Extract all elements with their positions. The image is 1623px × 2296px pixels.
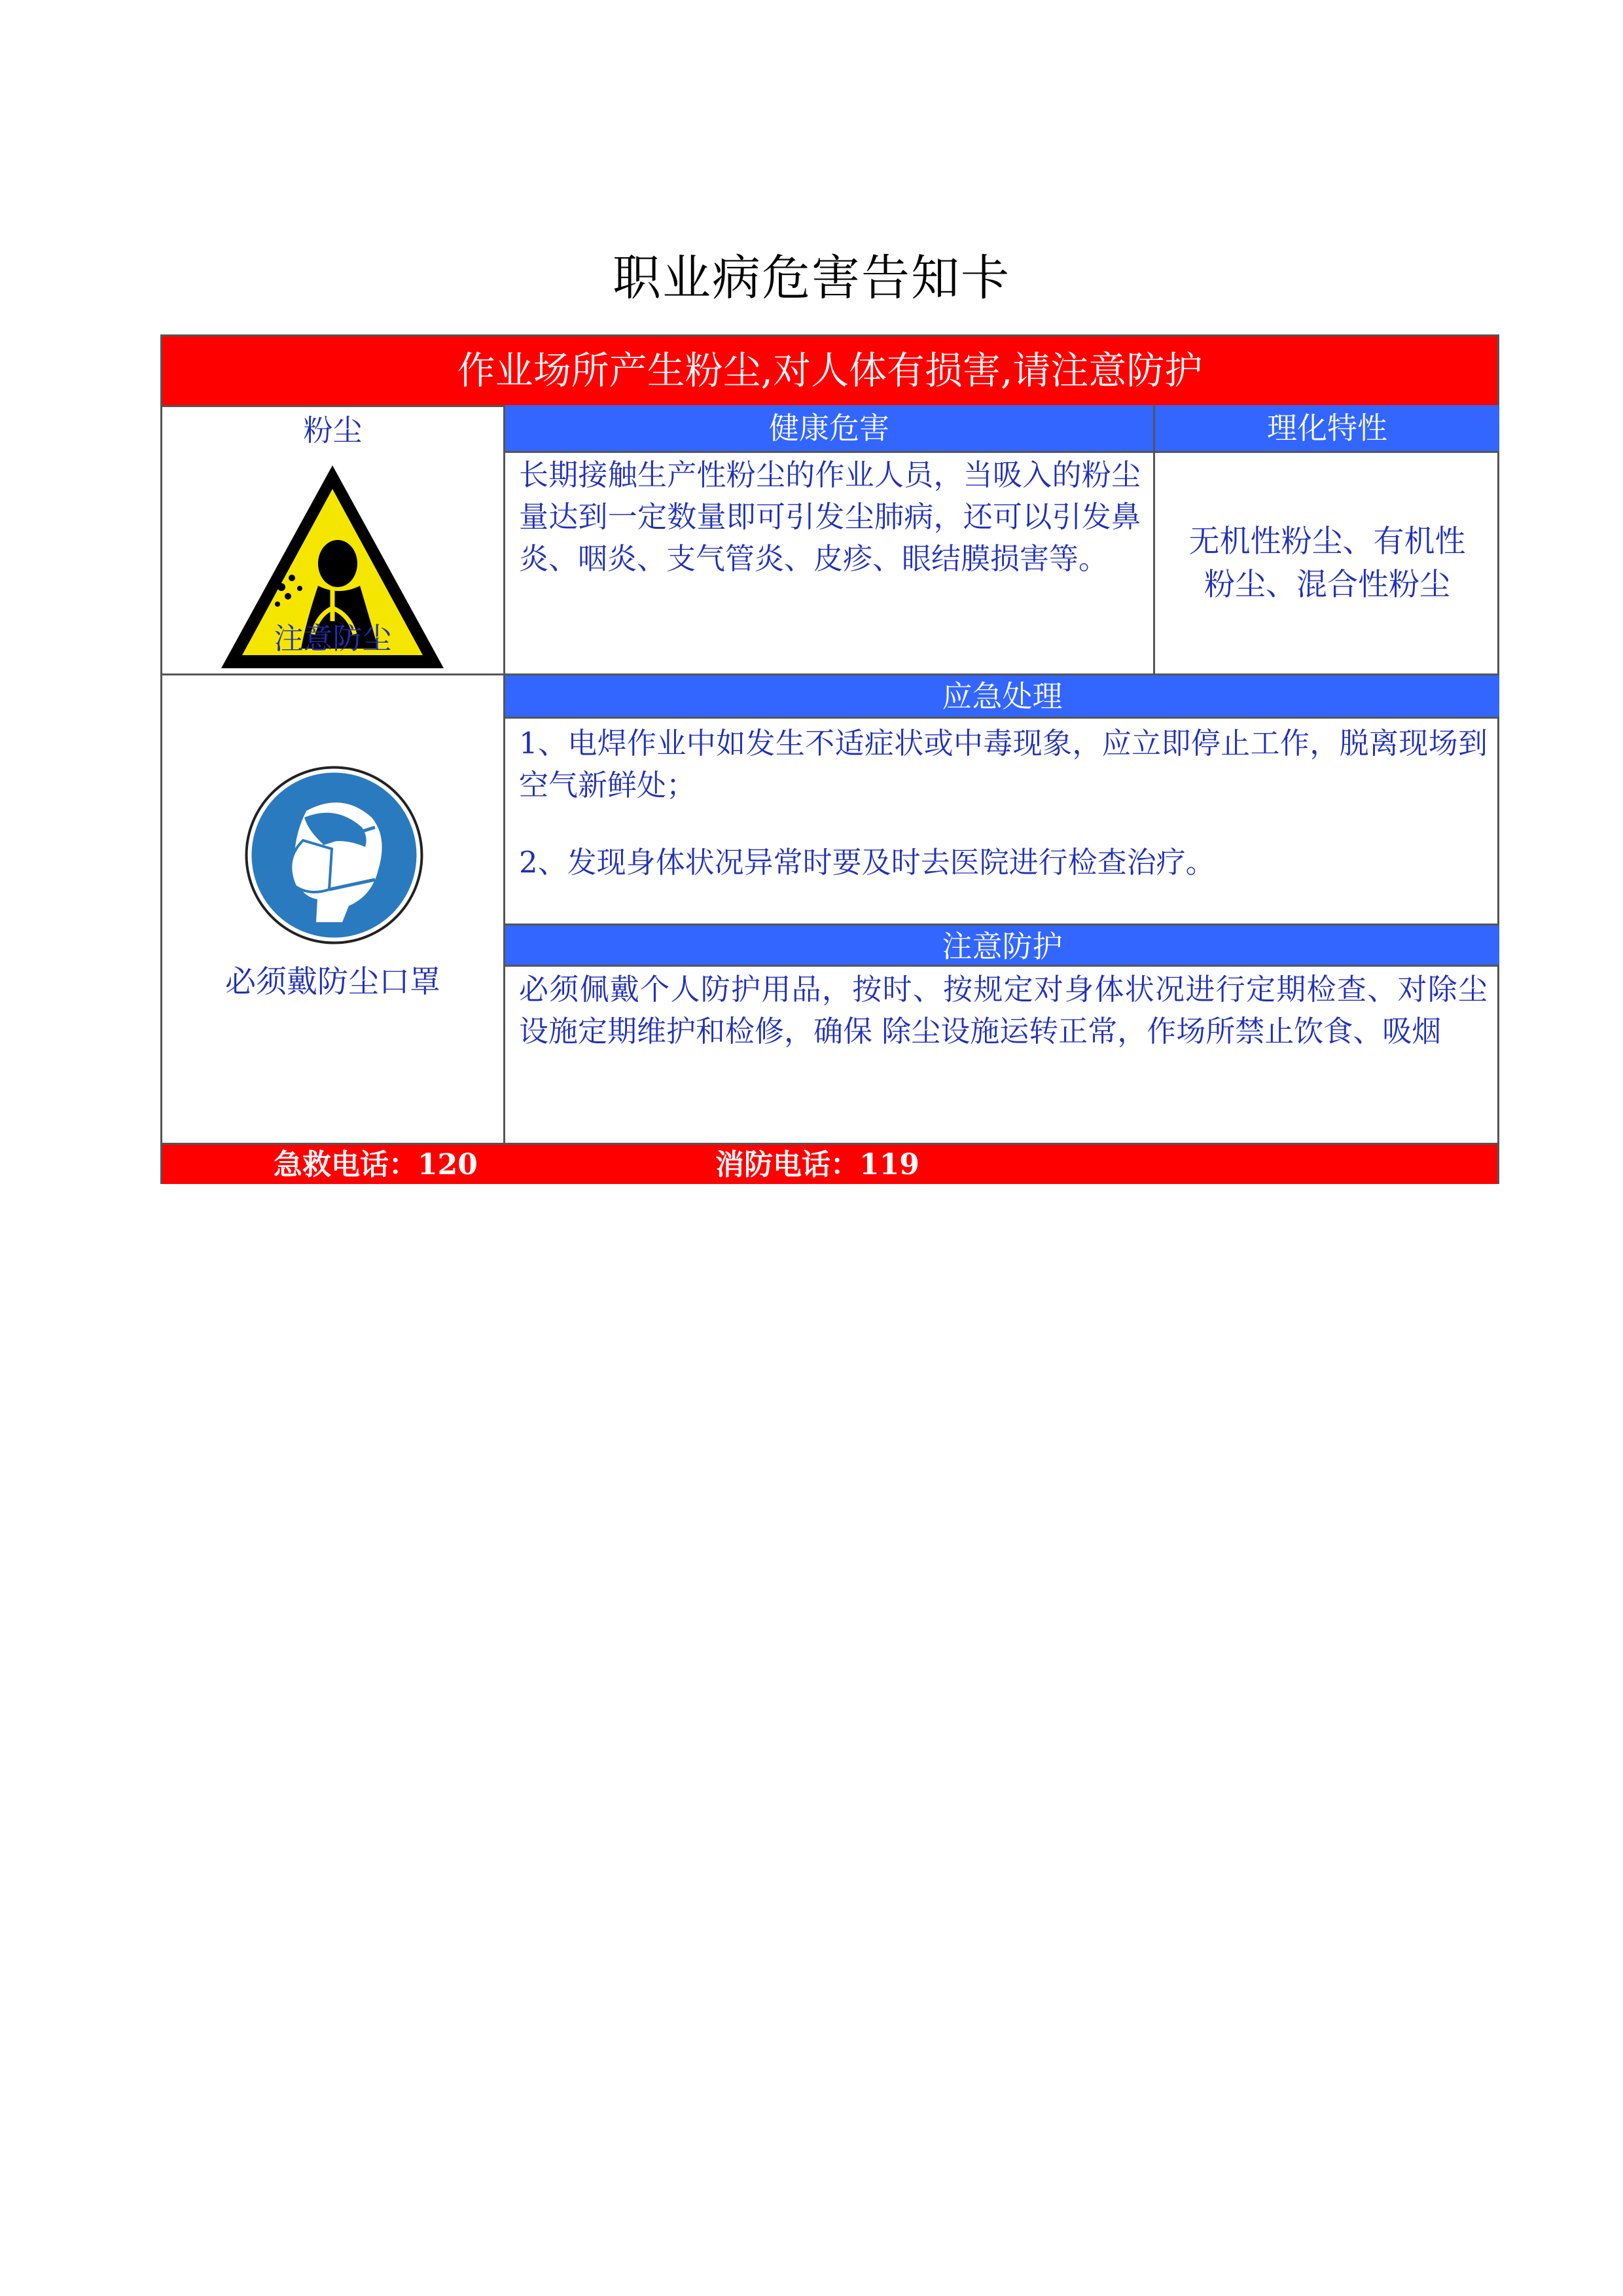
hazard-notice-card bbox=[160, 334, 1499, 1184]
warning-banner: 作业场所产生粉尘,对人体有损害,请注意防护 bbox=[162, 336, 1497, 407]
properties-cell bbox=[1155, 453, 1499, 673]
health-hazard-text: 长期接触生产性粉尘的作业人员，当吸入的粉尘量达到一定数量即可引发尘肺病，还可以引发鼻炎、咽炎、支气管炎、皮疹、眼结膜损害等。 bbox=[519, 457, 1141, 576]
first-aid-phone: 急救电话：120 bbox=[274, 1148, 478, 1181]
properties-text: 无机性粉尘、有机性粉尘、混合性粉尘 bbox=[1188, 523, 1466, 603]
health-hazard-header: 健康危害 bbox=[505, 405, 1153, 453]
protection-text: 必须佩戴个人防护用品，按时、按规定对身体状况进行定期检查、对除尘设施定期维护和检修，确保 除尘设施运转正常，作场所禁止饮食、吸烟 bbox=[519, 972, 1488, 1049]
dust-mask-mandatory-icon bbox=[244, 765, 424, 945]
emergency-item-2: 2、发现身体状况异常时要及时去医院进行检查治疗。 bbox=[519, 845, 1215, 880]
ppe-caption: 必须戴防尘口罩 bbox=[225, 964, 440, 1000]
emergency-header: 应急处理 bbox=[505, 675, 1499, 719]
emergency-phone-footer bbox=[162, 1143, 1497, 1184]
hazard-name: 粉尘 bbox=[303, 413, 363, 448]
fire-phone: 消防电话：119 bbox=[715, 1148, 919, 1181]
column-divider bbox=[503, 405, 505, 1143]
hazard-sign-caption: 注意防尘 bbox=[274, 621, 392, 656]
emergency-item-1: 1、电焊作业中如发生不适症状或中毒现象，应立即停止工作，脱离现场到空气新鲜处； bbox=[519, 726, 1488, 802]
properties-header: 理化特性 bbox=[1155, 405, 1499, 453]
page-title: 职业病危害告知卡 bbox=[613, 250, 1010, 306]
protection-header: 注意防护 bbox=[505, 924, 1499, 967]
